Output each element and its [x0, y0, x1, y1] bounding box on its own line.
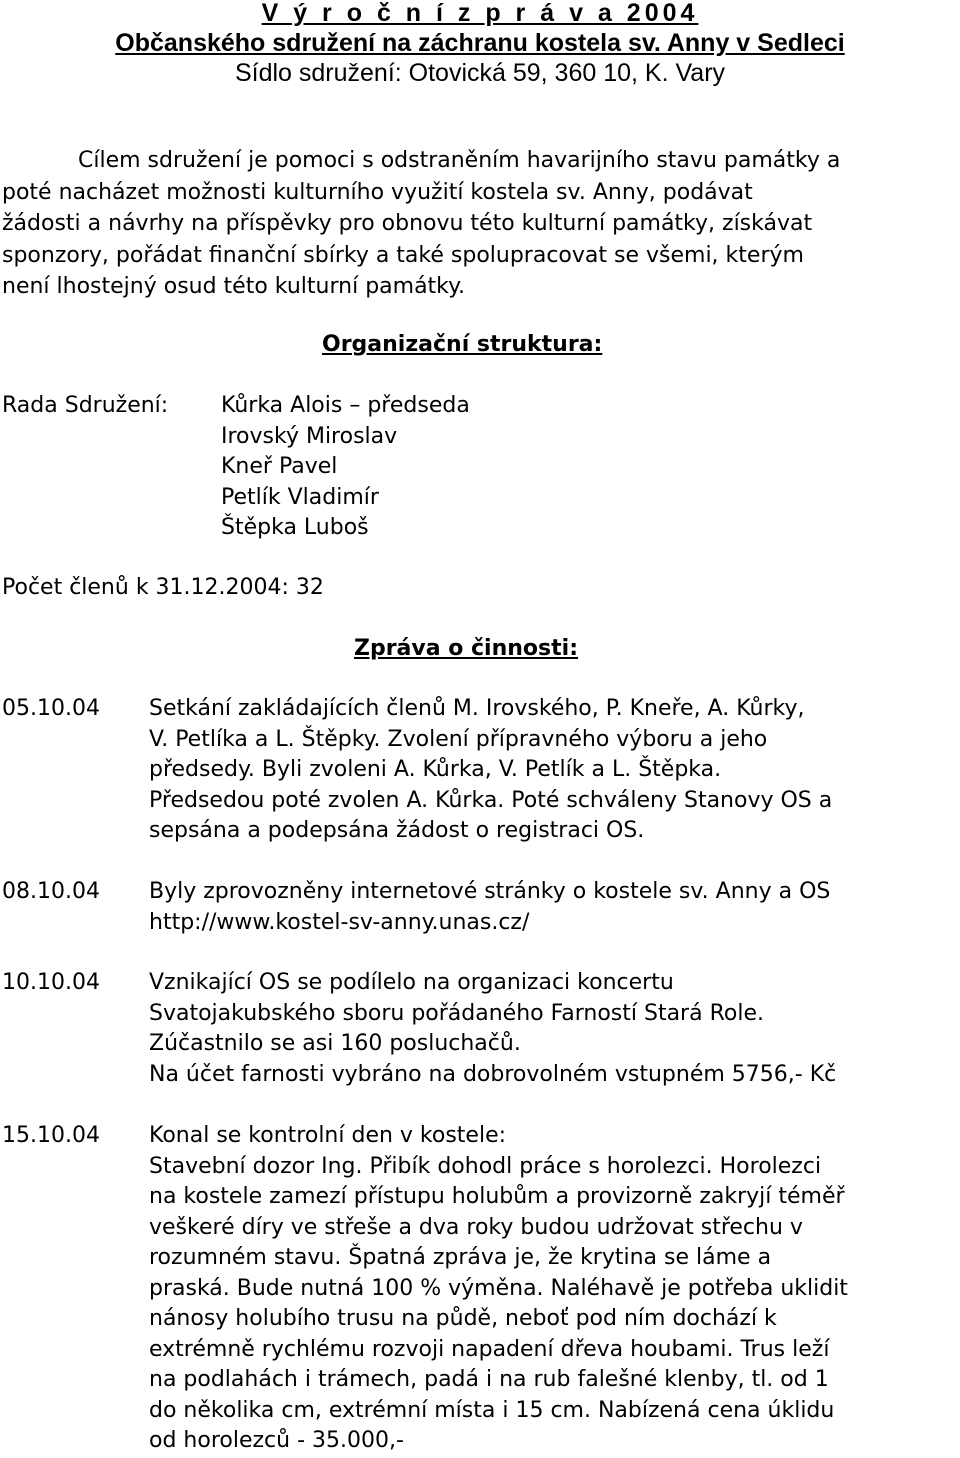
activity-line: Na účet farnosti vybráno na dobrovolném vstupném 5756,- Kč	[149, 1061, 837, 1087]
activity-line: předsedy. Byli zvoleni A. Kůrka, V. Petlík a L. Štěpka.	[149, 757, 722, 782]
board-label: Rada Sdružení:	[2, 393, 169, 418]
activity-line: extrémně rychlému rozvoji napadení dřeva houbami. Trus leží	[149, 1336, 830, 1362]
activity-text	[149, 877, 959, 938]
organization-structure-heading: Organizační struktura:	[322, 332, 603, 357]
activity-text	[149, 968, 959, 1090]
activity-line: Stavební dozor Ing. Přibík dohodl práce s horolezci. Horolezci	[149, 1153, 822, 1179]
intro-line: poté nacházet možnosti kulturního využití kostela sv. Anny, podávat	[2, 179, 753, 205]
activity-line: sepsána a podepsána žádost o registraci OS.	[149, 818, 645, 843]
activity-line: praská. Bude nutná 100 % výměna. Naléhavě je potřeba uklidit	[149, 1275, 848, 1301]
activity-text	[149, 1121, 959, 1457]
organization-address: Sídlo sdružení: Otovická 59, 360 10, K. Vary	[234, 59, 726, 87]
board-member: Irovský Miroslav	[221, 423, 398, 449]
activity-date: 08.10.04	[2, 879, 100, 904]
activity-line: rozumném stavu. Špatná zpráva je, že krytina se láme a	[149, 1245, 772, 1270]
activity-line: na kostele zamezí přístupu holubům a provizorně zakryjí téměř	[149, 1184, 845, 1209]
board-member: Kůrka Alois – předseda	[221, 393, 470, 418]
intro-line: žádosti a návrhy na příspěvky pro obnovu této kulturní památky, získávat	[2, 211, 813, 236]
activity-date: 05.10.04	[2, 696, 100, 721]
activity-date: 15.10.04	[2, 1123, 100, 1148]
board-member: Petlík Vladimír	[221, 484, 379, 510]
intro-line: Cílem sdružení je pomoci s odstraněním havarijního stavu památky a	[78, 148, 841, 173]
activity-line: Předsedou poté zvolen A. Kůrka. Poté schváleny Stanovy OS a	[149, 787, 833, 813]
intro-paragraph	[2, 145, 960, 303]
board-member: Kneř Pavel	[221, 454, 338, 479]
activity-date: 10.10.04	[2, 970, 100, 995]
organization-name: Občanského sdružení na záchranu kostela sv. Anny v Sedleci	[115, 29, 845, 57]
website-link[interactable]: http://www.kostel-sv-anny.unas.cz/	[149, 909, 530, 935]
report-title: V ý r o č n í z p r á v a 2004	[261, 0, 699, 27]
activity-line: veškeré díry ve střeše a dva roky budou udržovat střechu v	[149, 1214, 803, 1240]
activity-line: V. Petlíka a L. Štěpky. Zvolení přípravného výboru a jeho	[149, 726, 768, 752]
activity-line: na podlahách i trámech, padá i na rub falešné klenby, tl. od 1	[149, 1367, 829, 1392]
member-count: Počet členů k 31.12.2004: 32	[2, 575, 324, 600]
activity-text	[149, 694, 959, 847]
board-member: Štěpka Luboš	[221, 515, 369, 540]
activity-line: Vznikající OS se podílelo na organizaci koncertu	[149, 970, 674, 995]
activity-line: Konal se kontrolní den v kostele:	[149, 1123, 507, 1148]
activity-line: nánosy holubího trusu na půdě, neboť pod ním dochází k	[149, 1306, 777, 1331]
activity-line: do několika cm, extrémní místa i 15 cm. Nabízená cena úklidu	[149, 1397, 835, 1423]
intro-line: sponzory, pořádat finanční sbírky a také spolupracovat se všemi, kterým	[2, 242, 804, 268]
activity-report-heading: Zpráva o činnosti:	[354, 636, 578, 661]
intro-line: není lhostejný osud této kulturní památky.	[2, 274, 466, 299]
board-member-list	[221, 391, 470, 544]
activity-line: od horolezců - 35.000,-	[149, 1428, 404, 1453]
activity-line: Setkání zakládajících členů M. Irovského, P. Kneře, A. Kůrky,	[149, 696, 805, 721]
activity-line: Byly zprovozněny internetové stránky o kostele sv. Anny a OS	[149, 879, 831, 904]
activity-line: Svatojakubského sboru pořádaného Farností Stará Role.	[149, 1000, 764, 1026]
activity-line: Zúčastnilo se asi 160 posluchačů.	[149, 1031, 521, 1056]
